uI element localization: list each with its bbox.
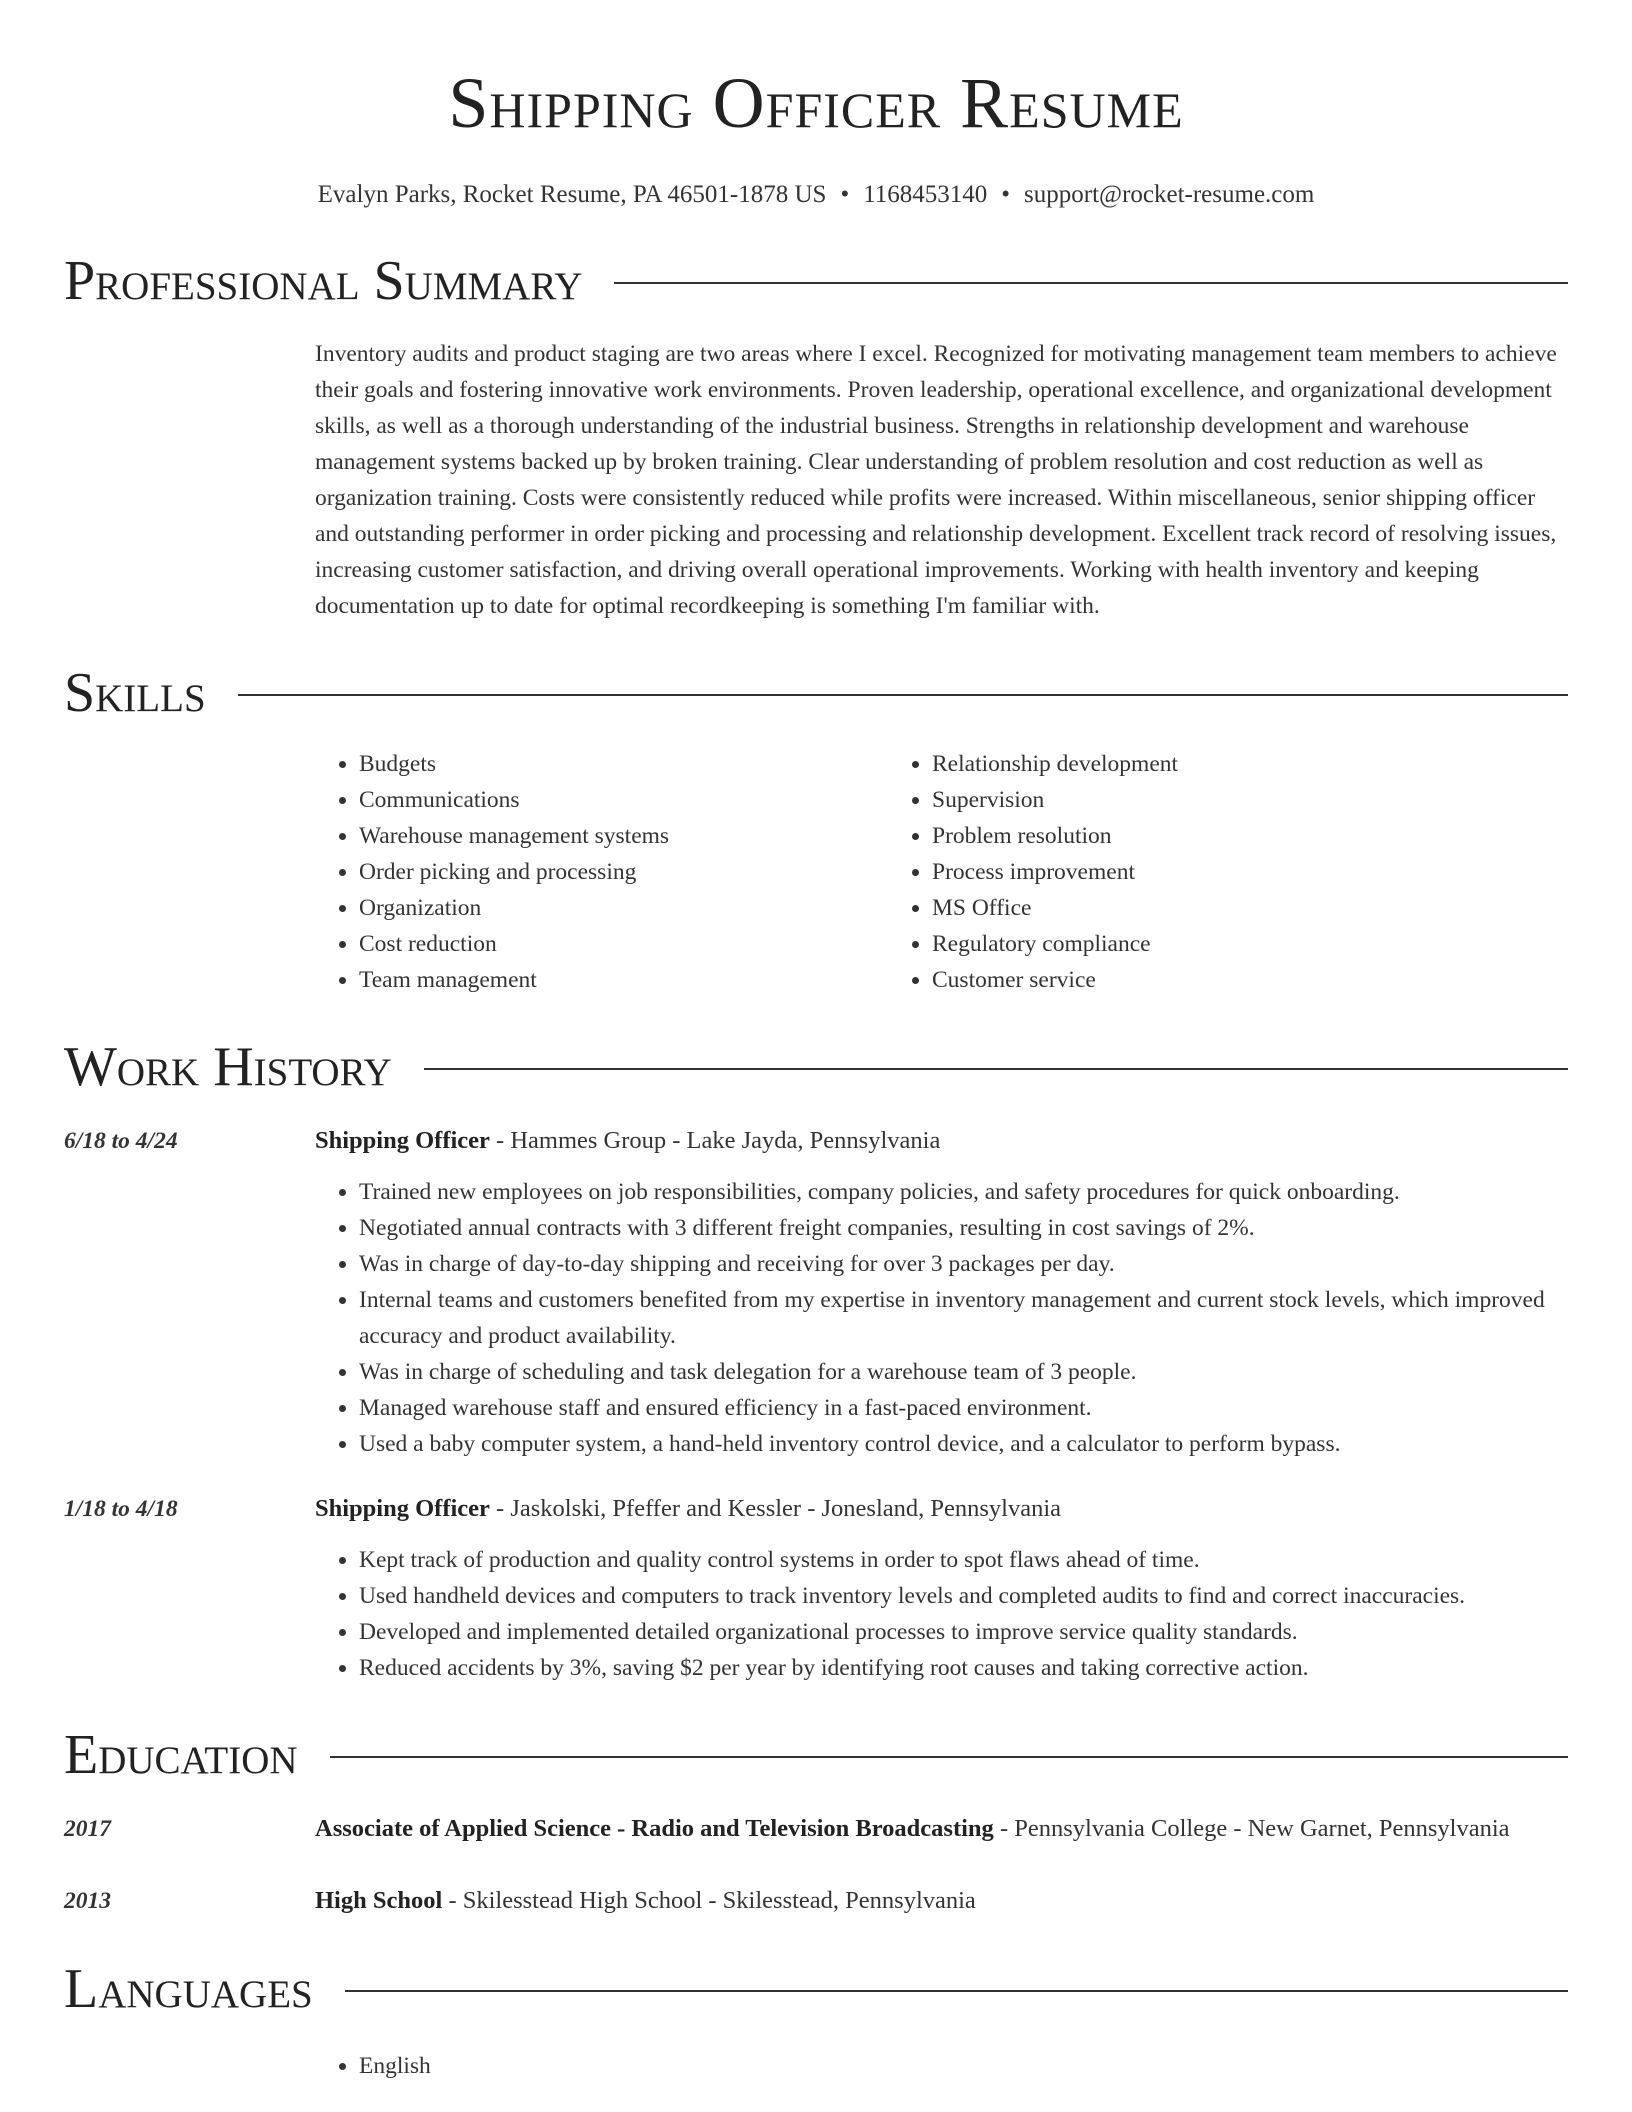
- education-school: - Skilesstead High School - Skilesstead, Pennsylvania: [442, 1887, 976, 1914]
- languages-list: [315, 2048, 1568, 2084]
- job-bullets: [315, 1542, 1568, 1686]
- skills-columns: [315, 746, 1568, 998]
- skills-list-left: [315, 746, 888, 998]
- section-divider: [614, 282, 1568, 284]
- job-bullet: • Kept track of production and quality control systems in order to spot flaws ahead of time.: [359, 1542, 1568, 1578]
- skill-item: • Relationship development: [932, 746, 1461, 782]
- contact-address: Evalyn Parks, Rocket Resume, PA 46501-1878 US: [317, 181, 827, 208]
- section-divider: [424, 1068, 1568, 1070]
- job-header-row: [64, 1122, 1568, 1160]
- skills-section: [64, 658, 1568, 998]
- resume-title: Shipping Officer Resume: [448, 63, 1184, 143]
- job-bullet: • Negotiated annual contracts with 3 different freight companies, resulting in cost savings of 2%.: [359, 1210, 1568, 1246]
- skill-item: • Problem resolution: [932, 818, 1461, 854]
- skills-header: [64, 658, 1568, 728]
- contact-line: [64, 178, 1568, 212]
- skill-item: • Team management: [359, 962, 888, 998]
- job-bullet: • Internal teams and customers benefited from my expertise in inventory management and current stock levels, which improved accuracy and product availability.: [359, 1282, 1568, 1354]
- summary-section: [64, 246, 1568, 624]
- summary-text: Inventory audits and product staging are two areas where I excel. Recognized for motivating management team members to achieve their goals and fostering innovative work environments. Proven leadership, operational excellence, and organizational development skills, as well as a thorough understanding of the industrial business. Strengths in relationship development and warehouse management systems backed up by broken training. Clear understanding of problem resolution and cost reduction as well as organization training. Costs were consistently reduced while profits were increased. Within miscellaneous, senior shipping officer and outstanding performer in order picking and processing and relationship development. Excellent track record of resolving issues, increasing customer satisfaction, and driving overall operational improvements. Working with health inventory and keeping documentation up to date for optimal recordkeeping is something I'm familiar with.: [315, 341, 1557, 619]
- education-year: 2017: [64, 1816, 111, 1842]
- education-heading-line: [315, 1882, 1568, 1920]
- job-title: Shipping Officer: [315, 1127, 490, 1154]
- education-header: [64, 1720, 1568, 1790]
- job-heading: [315, 1490, 1568, 1528]
- summary-heading: Professional Summary: [64, 250, 583, 312]
- education-degree: Associate of Applied Science - Radio and Television Broadcasting: [315, 1815, 994, 1842]
- education-heading-line: [315, 1810, 1568, 1848]
- job-bullet: • Was in charge of day-to-day shipping and receiving for over 3 packages per day.: [359, 1246, 1568, 1282]
- education-entry: [64, 1882, 1568, 1920]
- job-entry: [64, 1122, 1568, 1462]
- skill-item: • Budgets: [359, 746, 888, 782]
- work-history-header: [64, 1032, 1568, 1102]
- job-header-row: [64, 1490, 1568, 1528]
- skill-item: • Regulatory compliance: [932, 926, 1461, 962]
- skill-item: • Order picking and processing: [359, 854, 888, 890]
- job-bullet: • Trained new employees on job responsibilities, company policies, and safety procedures for quick onboarding.: [359, 1174, 1568, 1210]
- section-divider: [238, 694, 1568, 696]
- education-school: - Pennsylvania College - New Garnet, Pennsylvania: [993, 1815, 1510, 1842]
- skill-item: • Process improvement: [932, 854, 1461, 890]
- job-employer: - Jaskolski, Pfeffer and Kessler - Jonesland, Pennsylvania: [489, 1495, 1062, 1522]
- skill-item: • Cost reduction: [359, 926, 888, 962]
- resume-page: [64, 0, 1568, 2084]
- contact-separator: •: [1001, 181, 1011, 208]
- section-divider: [345, 1990, 1568, 1992]
- languages-header: [64, 1954, 1568, 2024]
- education-degree: High School: [315, 1887, 443, 1914]
- job-bullet: • Reduced accidents by 3%, saving $2 per year by identifying root causes and taking corrective action.: [359, 1650, 1568, 1686]
- job-bullet: • Used a baby computer system, a hand-held inventory control device, and a calculator to perform bypass.: [359, 1426, 1568, 1462]
- skill-item: • Customer service: [932, 962, 1461, 998]
- skill-item: • Organization: [359, 890, 888, 926]
- skill-item: • Warehouse management systems: [359, 818, 888, 854]
- contact-phone: 1168453140: [863, 181, 988, 208]
- education-year: 2013: [64, 1888, 111, 1914]
- section-divider: [330, 1756, 1568, 1758]
- education-heading: Education: [64, 1724, 298, 1786]
- skill-item: • Communications: [359, 782, 888, 818]
- job-bullet: • Was in charge of scheduling and task delegation for a warehouse team of 3 people.: [359, 1354, 1568, 1390]
- job-dates: 6/18 to 4/24: [64, 1128, 178, 1154]
- contact-email: support@rocket-resume.com: [1024, 181, 1315, 208]
- job-entry: [64, 1490, 1568, 1686]
- job-bullet: • Managed warehouse staff and ensured efficiency in a fast-paced environment.: [359, 1390, 1568, 1426]
- job-heading: [315, 1122, 1568, 1160]
- job-bullets: [315, 1174, 1568, 1462]
- job-title: Shipping Officer: [315, 1495, 490, 1522]
- skills-list-right: [888, 746, 1461, 998]
- education-entry: [64, 1810, 1568, 1848]
- languages-section: [64, 1954, 1568, 2084]
- skill-item: • Supervision: [932, 782, 1461, 818]
- job-bullet: • Used handheld devices and computers to track inventory levels and completed audits to find and correct inaccuracies.: [359, 1578, 1568, 1614]
- contact-separator: •: [840, 181, 850, 208]
- languages-heading: Languages: [64, 1958, 313, 2020]
- work-history-section: [64, 1032, 1568, 1686]
- language-item: • English: [359, 2048, 1568, 2084]
- education-section: [64, 1720, 1568, 1920]
- work-history-heading: Work History: [64, 1036, 392, 1098]
- summary-header: [64, 246, 1568, 316]
- job-dates: 1/18 to 4/18: [64, 1496, 178, 1522]
- skill-item: • MS Office: [932, 890, 1461, 926]
- job-employer: - Hammes Group - Lake Jayda, Pennsylvania: [489, 1127, 941, 1154]
- job-bullet: • Developed and implemented detailed organizational processes to improve service quality standards.: [359, 1614, 1568, 1650]
- skills-heading: Skills: [64, 662, 206, 724]
